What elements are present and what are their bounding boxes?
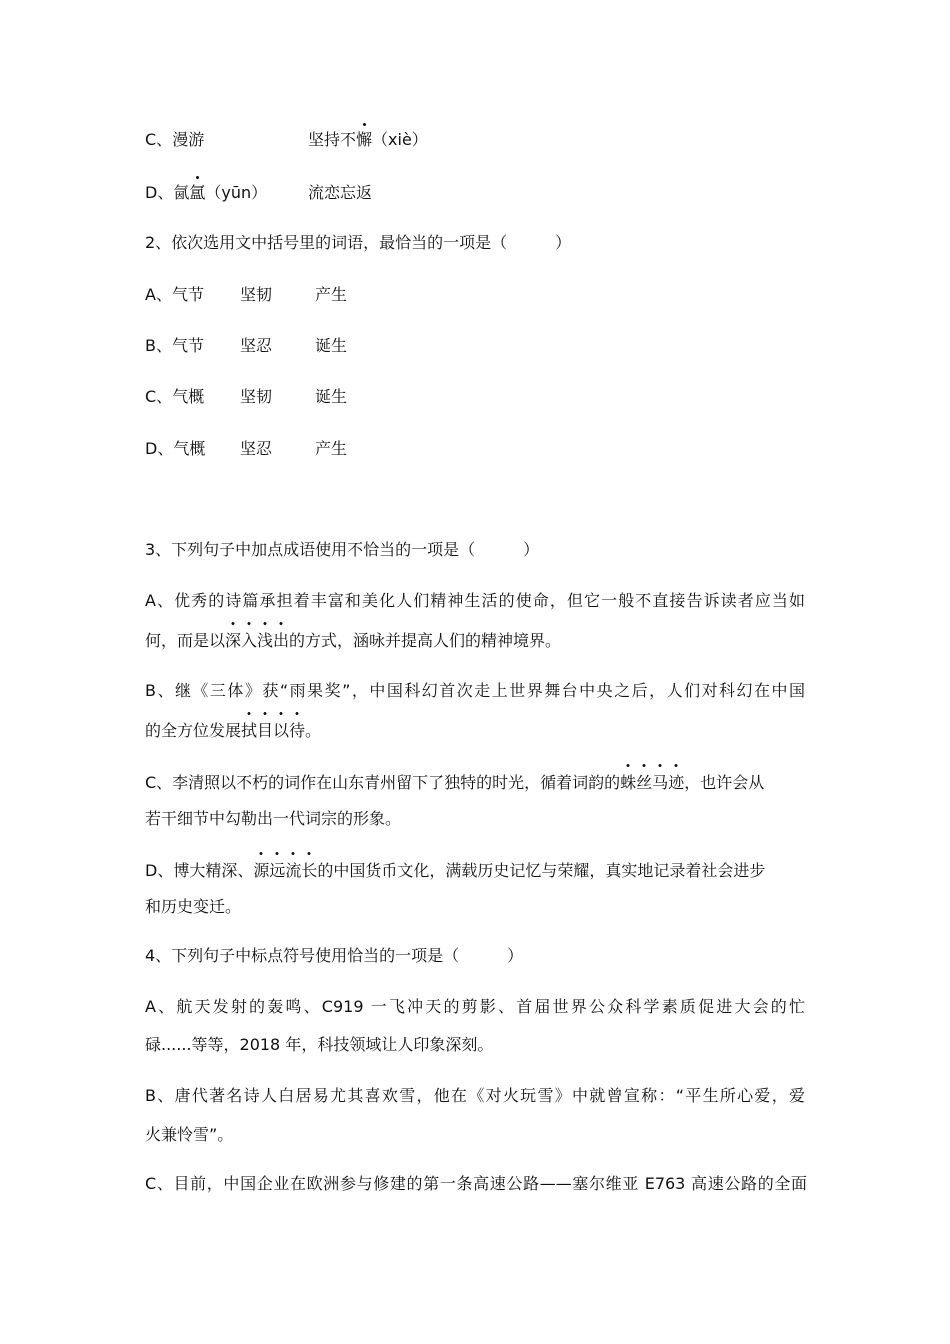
q4-option-a-line-2[interactable]: 碌......等等，2018 年，科技领域让人印象深刻。 [145, 1035, 494, 1054]
option-word-2: 流恋忘返 [308, 183, 373, 202]
q3-option-b-line-1[interactable]: B、继《三体》获“雨果奖”，中国科幻首次走上世界舞台中央之后，人们对科幻在中国 [145, 681, 805, 700]
q1-option-d[interactable] [145, 183, 373, 203]
q3-option-c-line-1[interactable]: C、李清照以不朽的词作在山东青州留下了独特的时光，循着词韵的蛛丝马迹，也许会从 [145, 773, 765, 792]
q3-option-b-line-2[interactable]: 的全方位发展拭目以待。 [145, 721, 322, 740]
q2-stem: 2、依次选用文中括号里的词语，最恰当的一项是（ ） [145, 233, 572, 252]
emphasized-idiom: 深入浅出 [225, 631, 290, 650]
q1-option-c[interactable] [145, 130, 428, 150]
q4-option-c-line-1[interactable]: C、目前，中国企业在欧洲参与修建的第一条高速公路——塞尔维亚 E763 高速公路的全面 [145, 1174, 807, 1193]
q2-option-d[interactable]: D、气概 坚忍 产生 [145, 439, 348, 458]
q4-option-b-line-2[interactable]: 火兼怜雪”。 [145, 1125, 234, 1144]
option-word-1: 漫游 [172, 130, 205, 149]
option-word-1: 氤氲（yūn） [173, 183, 268, 202]
emphasized-idiom: 蛛丝马迹 [620, 773, 685, 792]
q3-option-d-line-1[interactable]: D、博大精深、源远流长的中国货币文化，满载历史记忆与荣耀，真实地记录着社会进步 [145, 861, 766, 880]
q3-option-a-line-2[interactable]: 何，而是以深入浅出的方式，涵咏并提高人们的精神境界。 [145, 631, 562, 650]
emphasis-char: 氲 [189, 183, 206, 202]
option-word-2: 坚持不懈（xiè） [308, 130, 428, 149]
q3-option-d-line-2[interactable]: 和历史变迁。 [145, 897, 242, 916]
q3-option-c-line-2[interactable]: 若干细节中勾勒出一代词宗的形象。 [145, 809, 402, 828]
emphasis-char: 懈 [356, 130, 373, 149]
emphasized-idiom: 拭目以待 [241, 721, 306, 740]
q4-option-a-line-1[interactable]: A、航天发射的轰鸣、C919 一飞冲天的剪影、首届世界公众科学素质促进大会的忙 [145, 997, 805, 1016]
q2-option-b[interactable]: B、气节 坚忍 诞生 [145, 336, 348, 355]
option-label: B、 [145, 336, 172, 355]
option-label: D、 [145, 439, 174, 458]
q4-option-b-line-1[interactable]: B、唐代著名诗人白居易尤其喜欢雪，他在《对火玩雪》中就曾宣称：“平生所心爱，爱 [145, 1086, 805, 1105]
emphasized-idiom: 源远流长 [253, 861, 318, 880]
option-label: C、 [145, 387, 173, 406]
q2-option-c[interactable]: C、气概 坚韧 诞生 [145, 387, 348, 406]
option-label: D、 [145, 183, 174, 202]
q3-option-a-line-1[interactable]: A、优秀的诗篇承担着丰富和美化人们精神生活的使命，但它一般不直接告诉读者应当如 [145, 591, 805, 610]
q3-stem: 3、下列句子中加点成语使用不恰当的一项是（ ） [145, 540, 540, 559]
option-label: A、 [145, 285, 172, 304]
q4-stem: 4、下列句子中标点符号使用恰当的一项是（ ） [145, 946, 524, 965]
option-label: C、 [145, 130, 173, 149]
q2-option-a[interactable]: A、气节 坚韧 产生 [145, 285, 348, 304]
